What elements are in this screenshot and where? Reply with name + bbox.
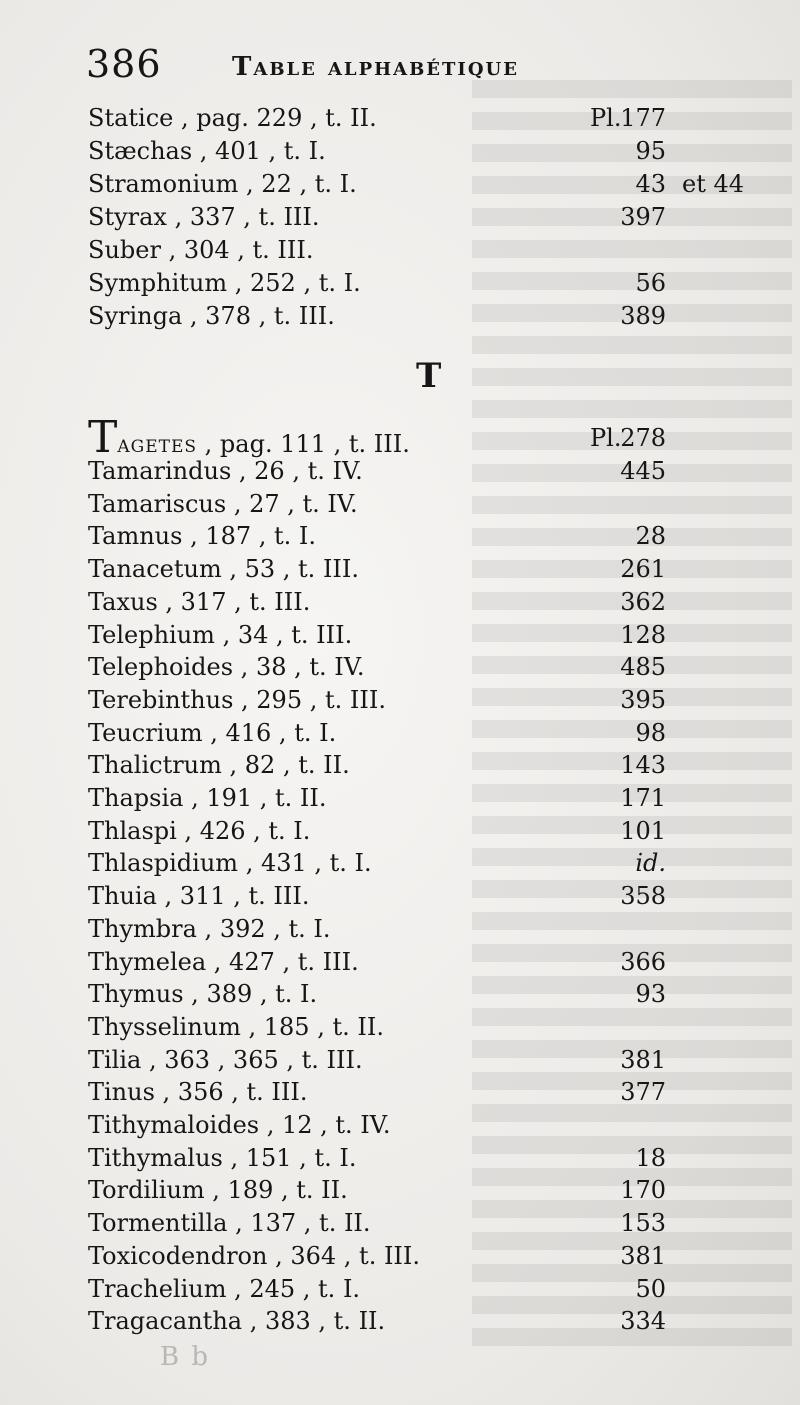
running-title: Table alphabétique	[232, 52, 519, 82]
entry-name: Thapsia , 191 , t. II.	[88, 784, 327, 812]
list-item	[88, 1011, 778, 1043]
plate-number: 50	[635, 1274, 666, 1303]
entry-name: Symphitum , 252 , t. I.	[88, 269, 361, 297]
entry-name: Thysselinum , 185 , t. II.	[88, 1012, 384, 1041]
plate-number: 485	[620, 653, 666, 682]
list-item	[88, 102, 778, 134]
plate-number: 98	[635, 718, 666, 747]
list-item	[88, 651, 778, 683]
plate-number: 261	[620, 555, 666, 584]
list-item	[88, 520, 778, 552]
entry-name: Tormentilla , 137 , t. II.	[88, 1209, 371, 1238]
list-item	[88, 1142, 778, 1174]
plate-number: 18	[635, 1143, 666, 1172]
list-item	[88, 749, 778, 781]
entry-name-caps: agetes	[117, 430, 198, 458]
list-item	[88, 586, 778, 618]
entry-name: Thuia , 311 , t. III.	[88, 882, 310, 911]
entry-name: Tamnus , 187 , t. I.	[88, 522, 317, 551]
list-item	[88, 1109, 778, 1141]
list-item-tagetes	[88, 412, 778, 463]
entry-name: Tinus , 356 , t. III.	[88, 1078, 308, 1107]
plate-number: 395	[620, 685, 666, 714]
section-letter: T	[416, 356, 442, 396]
plate-number: 381	[620, 1045, 666, 1074]
list-item	[88, 168, 778, 200]
plate-number: 170	[620, 1176, 666, 1205]
plate-number: 56	[635, 269, 666, 297]
entry-name: Thymbra , 392 , t. I.	[88, 914, 331, 943]
plate-number: 95	[635, 137, 666, 165]
plate-number: 445	[620, 457, 666, 485]
entry-name: Thymus , 389 , t. I.	[88, 980, 318, 1009]
plate-number: 278	[620, 424, 666, 452]
plate-number: 153	[620, 1209, 666, 1238]
plate-number: 389	[620, 302, 666, 330]
entry-name: Terebinthus , 295 , t. III.	[88, 685, 386, 714]
page-header	[86, 42, 656, 92]
plate-prefix: Pl.	[590, 424, 622, 452]
plate-number: 93	[635, 980, 666, 1009]
plate-number: id.	[635, 849, 666, 878]
list-item	[88, 553, 778, 585]
plate-prefix: Pl.	[590, 104, 622, 132]
entry-name: Toxicodendron , 364 , t. III.	[88, 1241, 421, 1270]
entry-name: Suber , 304 , t. III.	[88, 236, 314, 264]
list-item	[88, 782, 778, 814]
list-item	[88, 1044, 778, 1076]
entry-name: Tordilium , 189 , t. II.	[88, 1176, 348, 1205]
entry-name: Telephoides , 38 , t. IV.	[88, 653, 365, 682]
plate-number: 101	[620, 816, 666, 845]
list-item	[88, 684, 778, 716]
plate-number: 358	[620, 882, 666, 911]
list-item	[88, 1174, 778, 1206]
entry-name: Tamarindus , 26 , t. IV.	[88, 457, 363, 485]
list-item	[88, 1207, 778, 1239]
plate-number: 43	[635, 170, 666, 198]
entry-name: Stæchas , 401 , t. I.	[88, 137, 326, 165]
list-item	[88, 1305, 778, 1337]
list-item	[88, 455, 778, 487]
entry-name: Teucrium , 416 , t. I.	[88, 718, 337, 747]
drop-initial: T	[88, 412, 118, 463]
list-item	[88, 913, 778, 945]
list-item	[88, 880, 778, 912]
plate-number: 366	[620, 947, 666, 976]
plate-number: 397	[620, 203, 666, 231]
plate-number: 128	[620, 620, 666, 649]
list-item	[88, 815, 778, 847]
list-item	[88, 488, 778, 520]
entry-name: Thymelea , 427 , t. III.	[88, 947, 359, 976]
plate-number: 334	[620, 1307, 666, 1336]
entry-name: Tamariscus , 27 , t. IV.	[88, 489, 358, 518]
signature-mark: B b	[160, 1342, 211, 1372]
entry-name: Thalictrum , 82 , t. II.	[88, 751, 350, 780]
plate-number: 143	[620, 751, 666, 780]
entry-name: Thlaspidium , 431 , t. I.	[88, 849, 372, 878]
list-item	[88, 946, 778, 978]
page-number: 386	[86, 42, 162, 86]
plate-extra: et 44	[682, 170, 745, 198]
plate-number: 28	[635, 522, 666, 551]
entry-name: Telephium , 34 , t. III.	[88, 620, 353, 649]
list-item	[88, 847, 778, 879]
entry-name-tail: , pag. 111 , t. III.	[197, 430, 410, 458]
list-item	[88, 1076, 778, 1108]
entry-name: Thlaspi , 426 , t. I.	[88, 816, 311, 845]
entry-name: Tanacetum , 53 , t. III.	[88, 555, 360, 584]
list-item	[88, 300, 778, 332]
list-item	[88, 978, 778, 1010]
entry-name: Statice , pag. 229 , t. II.	[88, 104, 377, 132]
list-item	[88, 267, 778, 299]
plate-number: 362	[620, 587, 666, 616]
list-item	[88, 1240, 778, 1272]
plate-number: 171	[620, 784, 666, 812]
entry-name: Styrax , 337 , t. III.	[88, 203, 320, 231]
entry-name: Trachelium , 245 , t. I.	[88, 1274, 361, 1303]
entry-name: Tilia , 363 , 365 , t. III.	[88, 1045, 363, 1074]
list-item	[88, 619, 778, 651]
list-item	[88, 135, 778, 167]
list-item	[88, 234, 778, 266]
list-item	[88, 717, 778, 749]
entry-name: Stramonium , 22 , t. I.	[88, 170, 357, 198]
list-item	[88, 201, 778, 233]
plate-number: 377	[620, 1078, 666, 1107]
plate-number: 177	[620, 104, 666, 132]
entry-name: Tithymalus , 151 , t. I.	[88, 1143, 357, 1172]
entry-name: Syringa , 378 , t. III.	[88, 302, 335, 330]
entry-name: Tragacantha , 383 , t. II.	[88, 1307, 386, 1336]
entry-name: Taxus , 317 , t. III.	[88, 587, 311, 616]
list-item	[88, 1273, 778, 1305]
plate-number: 381	[620, 1241, 666, 1270]
entry-name: Tithymaloides , 12 , t. IV.	[88, 1111, 391, 1139]
